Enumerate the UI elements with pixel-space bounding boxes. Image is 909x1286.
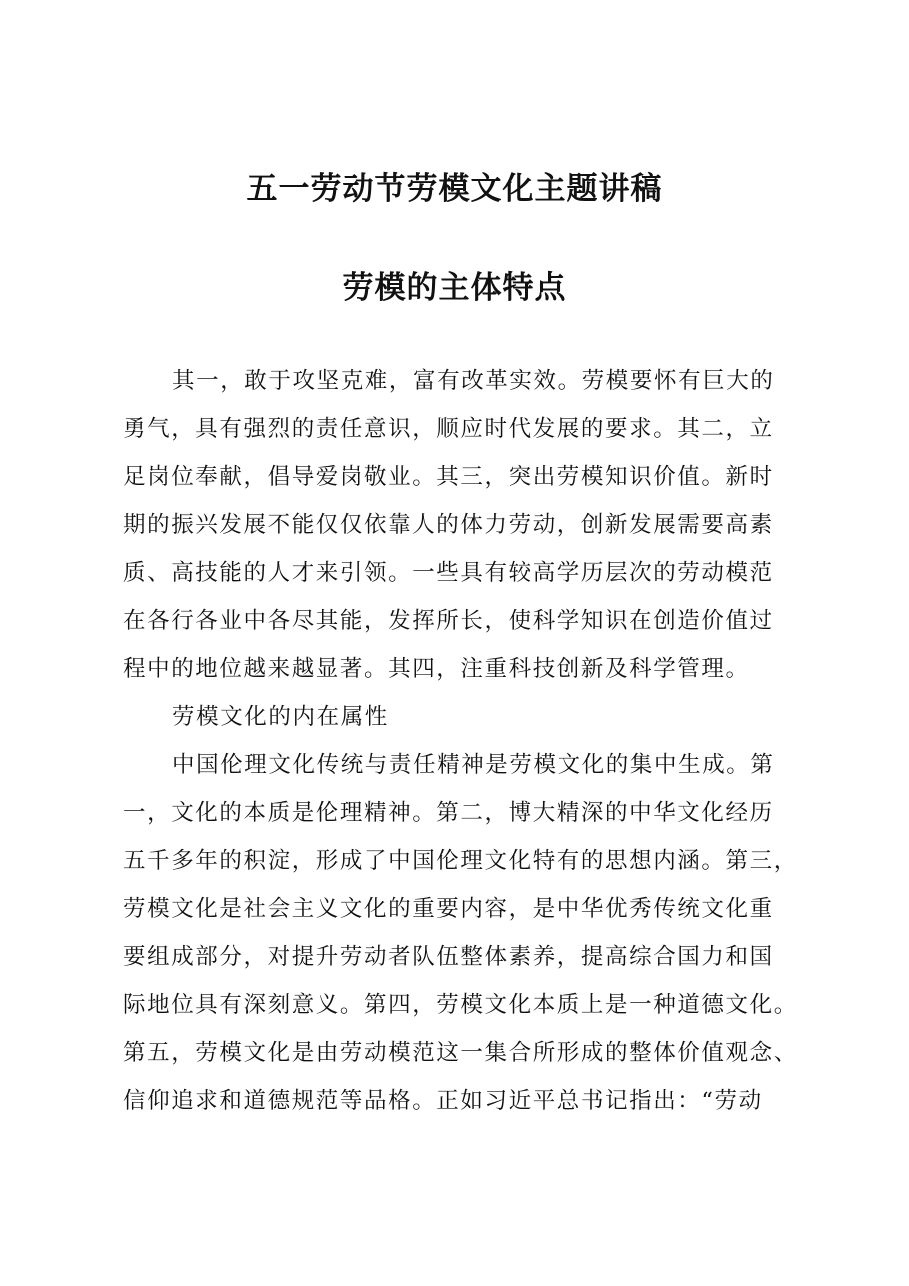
paragraph-line: 际地位具有深刻意义。第四，劳模文化本质上是一种道德文化。 xyxy=(123,992,798,1018)
paragraph-line: 信仰追求和道德规范等品格。正如习近平总书记指出：“劳动 xyxy=(123,1088,763,1114)
paragraph-line: 五千多年的积淀，形成了中国伦理文化特有的思想内涵。第三， xyxy=(123,848,798,874)
paragraph-line: 其一，敢于攻坚克难，富有改革实效。劳模要怀有巨大的 xyxy=(172,368,775,394)
paragraph-line: 足岗位奉献，倡导爱岗敬业。其三，突出劳模知识价值。新时 xyxy=(123,464,774,490)
paragraph-line: 期的振兴发展不能仅仅依靠人的体力劳动，创新发展需要高素 xyxy=(123,512,774,538)
paragraph-line: 勇气，具有强烈的责任意识，顺应时代发展的要求。其二，立 xyxy=(123,416,774,442)
section-title: 劳模的主体特点 xyxy=(342,270,567,306)
paragraph-line: 第五，劳模文化是由劳动模范这一集合所形成的整体价值观念、 xyxy=(123,1040,798,1066)
paragraph-line: 一，文化的本质是伦理精神。第二，博大精深的中华文化经历 xyxy=(123,800,774,826)
paragraph-line: 要组成部分，对提升劳动者队伍整体素养，提高综合国力和国 xyxy=(123,944,774,970)
paragraph-line: 劳模文化是社会主义文化的重要内容，是中华优秀传统文化重 xyxy=(123,896,774,922)
document-title: 五一劳动节劳模文化主题讲稿 xyxy=(246,171,663,207)
subheading: 劳模文化的内在属性 xyxy=(172,704,389,730)
paragraph-line: 质、高技能的人才来引领。一些具有较高学历层次的劳动模范 xyxy=(123,560,774,586)
paragraph-line: 中国伦理文化传统与责任精神是劳模文化的集中生成。第 xyxy=(172,752,775,778)
paragraph-line: 在各行各业中各尽其能，发挥所长，使科学知识在创造价值过 xyxy=(123,608,774,634)
paragraph-line: 程中的地位越来越显著。其四，注重科技创新及科学管理。 xyxy=(123,656,750,682)
